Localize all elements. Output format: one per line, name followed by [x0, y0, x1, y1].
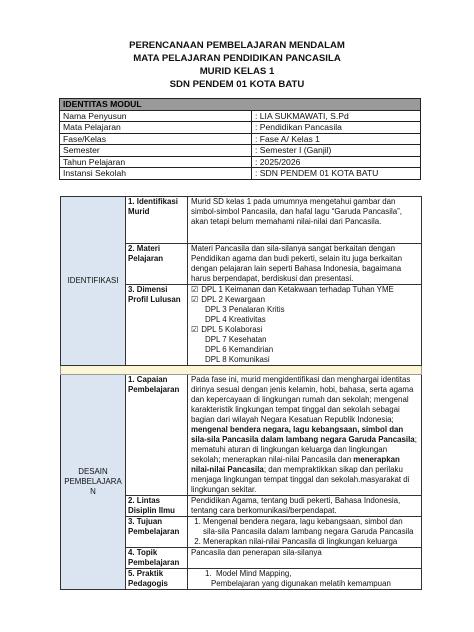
dpl-text: DPL 8 Komunikasi: [205, 355, 270, 364]
doc-title-line3: MURID KELAS 1: [199, 66, 275, 77]
identitas-row: [60, 145, 421, 157]
checkbox-checked-icon: ☑: [191, 295, 199, 304]
capaian-row: [61, 375, 422, 496]
topik-text: Pancasila dan penerapan sila-silanya: [188, 548, 422, 569]
identitas-value: : 2025/2026: [252, 156, 421, 168]
capaian-part: ; dan mempraktikkan sikap dan perilaku menjaga lingkungan tempat tinggal dan sekolah.masyarakat di lingkungan sekitar.: [191, 465, 410, 494]
dpl-item: [191, 355, 418, 365]
identitas-modul-table: [59, 98, 421, 180]
doc-title-line2: MATA PELAJARAN PENDIDIKAN PANCASILA: [133, 53, 341, 64]
dpl-item: [191, 335, 418, 345]
identitas-label: Fase/Kelas: [60, 133, 252, 145]
identitas-row: [60, 133, 421, 145]
dpl-item: [191, 325, 418, 335]
section-separator: [61, 366, 422, 375]
capaian-text: [188, 375, 422, 496]
dpl-text: DPL 3 Penalaran Kritis: [205, 305, 285, 314]
identitas-heading: IDENTITAS MODUL: [60, 99, 421, 111]
tujuan-ordered-list: [191, 517, 418, 547]
materi-text: Materi Pancasila dan sila-silanya sangat berkaitan dengan Pendidikan agama dan budi pekerti, selain itu juga berkaitan dengan pelajaran lain seperti Bahasa Indonesia, bagaimana harus berpendapat, berdiskusi dan presentasi.: [188, 244, 422, 285]
dimensi-label: 3. Dimensi Profil Lulusan: [126, 285, 188, 366]
identitas-row: [60, 168, 421, 180]
dpl-item: [191, 345, 418, 355]
identifikasi-murid-label: 1. Identifikasi Murid: [126, 197, 188, 244]
section-identifikasi: IDENTIFIKASI: [61, 197, 126, 366]
dpl-text: DPL 2 Kewargaan: [201, 295, 265, 304]
praktik-item-text: Model Mind Mapping,: [215, 569, 292, 578]
dpl-item: [191, 285, 418, 295]
capaian-bold: menerapkan nilai-nilai Pancasila: [191, 455, 400, 474]
perencanaan-table: [60, 196, 422, 590]
dpl-item: [191, 295, 418, 305]
capaian-part: Pada fase ini, murid mengidentifikasi dan menghargai identitas dirinya sesuai dengan jenis kelamin, hobi, bahasa, serta agama dan kepercayaan di lingkungan rumah dan sekolah; mengenal karakteristik lingkungan tempat tinggal dan sekolah sebagai bagian dari wilayah Negara Kesatuan Republik Indonesia;: [191, 375, 414, 424]
praktik-label: 5. Praktik Pedagogis: [126, 569, 188, 590]
section-desain: DESAIN PEMBELAJARA N: [61, 375, 126, 590]
tujuan-item: 2. Menerapkan nilai-nilai Pancasila di lingkungan keluarga: [203, 537, 418, 547]
dpl-text: DPL 6 Kemandirian: [205, 345, 274, 354]
identitas-label: Mata Pelajaran: [60, 122, 252, 134]
identitas-row: [60, 156, 421, 168]
identitas-row: [60, 122, 421, 134]
tujuan-item: 1. Mengenal bendera negara, lagu kebangsaan, simbol dan sila-sila Pancasila dalam lambang negara Garuda Pancasila: [203, 517, 418, 537]
materi-label: 2. Materi Pelajaran: [126, 244, 188, 285]
dpl-text: DPL 5 Kolaborasi: [201, 325, 263, 334]
identitas-label: Tahun Pelajaran: [60, 156, 252, 168]
tujuan-label: 3. Tujuan Pembelajaran: [126, 517, 188, 548]
doc-title-line1: PERENCANAAN PEMBELAJARAN MENDALAM: [129, 40, 345, 51]
identitas-label: Instansi Sekolah: [60, 168, 252, 180]
identifikasi-murid-text: Murid SD kelas 1 pada umumnya mengetahui gambar dan simbol-simbol Pancasila, dan hafal lagu “Garuda Pancasila”, akan tetapi belum memahami nilai-nilai dari Pancasila.: [188, 197, 422, 244]
lintas-text: Pendidikan Agama, tentang budi pekerti, Bahasa Indonesia, tentang cara berkomunikasi/berpendapat.: [188, 496, 422, 517]
identitas-value: : Semester I (Ganjil): [252, 145, 421, 157]
dpl-list: [188, 285, 422, 366]
checkbox-checked-icon: ☑: [191, 325, 199, 334]
identitas-value: : Pendidikan Pancasila: [252, 122, 421, 134]
capaian-bold: mengenal bendera negara, lagu kebangsaan, simbol dan sila-sila Pancasila dalam lambang negara Garuda Pancasila: [191, 425, 415, 444]
praktik-text: Pembelajaran yang digunakan melatih kemampuan: [211, 579, 391, 588]
praktik-item: 1. Model Mind Mapping,: [205, 569, 292, 578]
identitas-value: : SDN PENDEM 01 KOTA BATU: [252, 168, 421, 180]
identitas-row: [60, 110, 421, 122]
tujuan-list: [188, 517, 422, 548]
identitas-value: : LIA SUKMAWATI, S.Pd: [252, 110, 421, 122]
identifikasi-murid-row: [61, 197, 422, 244]
capaian-label: 1. Capaian Pembelajaran: [126, 375, 188, 496]
identitas-heading-row: [60, 99, 421, 111]
dpl-text: DPL 4 Kreativitas: [205, 315, 266, 324]
checkbox-checked-icon: ☑: [191, 285, 199, 294]
dpl-item: [191, 315, 418, 325]
praktik-content: [188, 569, 422, 590]
identitas-value: : Fase A/ Kelas 1: [252, 133, 421, 145]
dpl-item: [191, 305, 418, 315]
capaian-part: ; mematuhi aturan di lingkungan keluarga dan lingkungan sekolah; menerapkan nilai-nilai Pancasila dan: [191, 435, 417, 464]
identitas-label: Nama Penyusun: [60, 110, 252, 122]
doc-title-line4: SDN PENDEM 01 KOTA BATU: [169, 79, 305, 90]
dpl-text: DPL 1 Keimanan dan Ketakwaan terhadap Tuhan YME: [201, 285, 394, 294]
lintas-label: 2. Lintas Disiplin Ilmu: [126, 496, 188, 517]
dpl-text: DPL 7 Kesehatan: [205, 335, 267, 344]
identitas-label: Semester: [60, 145, 252, 157]
topik-label: 4. Topik Pembelajaran: [126, 548, 188, 569]
